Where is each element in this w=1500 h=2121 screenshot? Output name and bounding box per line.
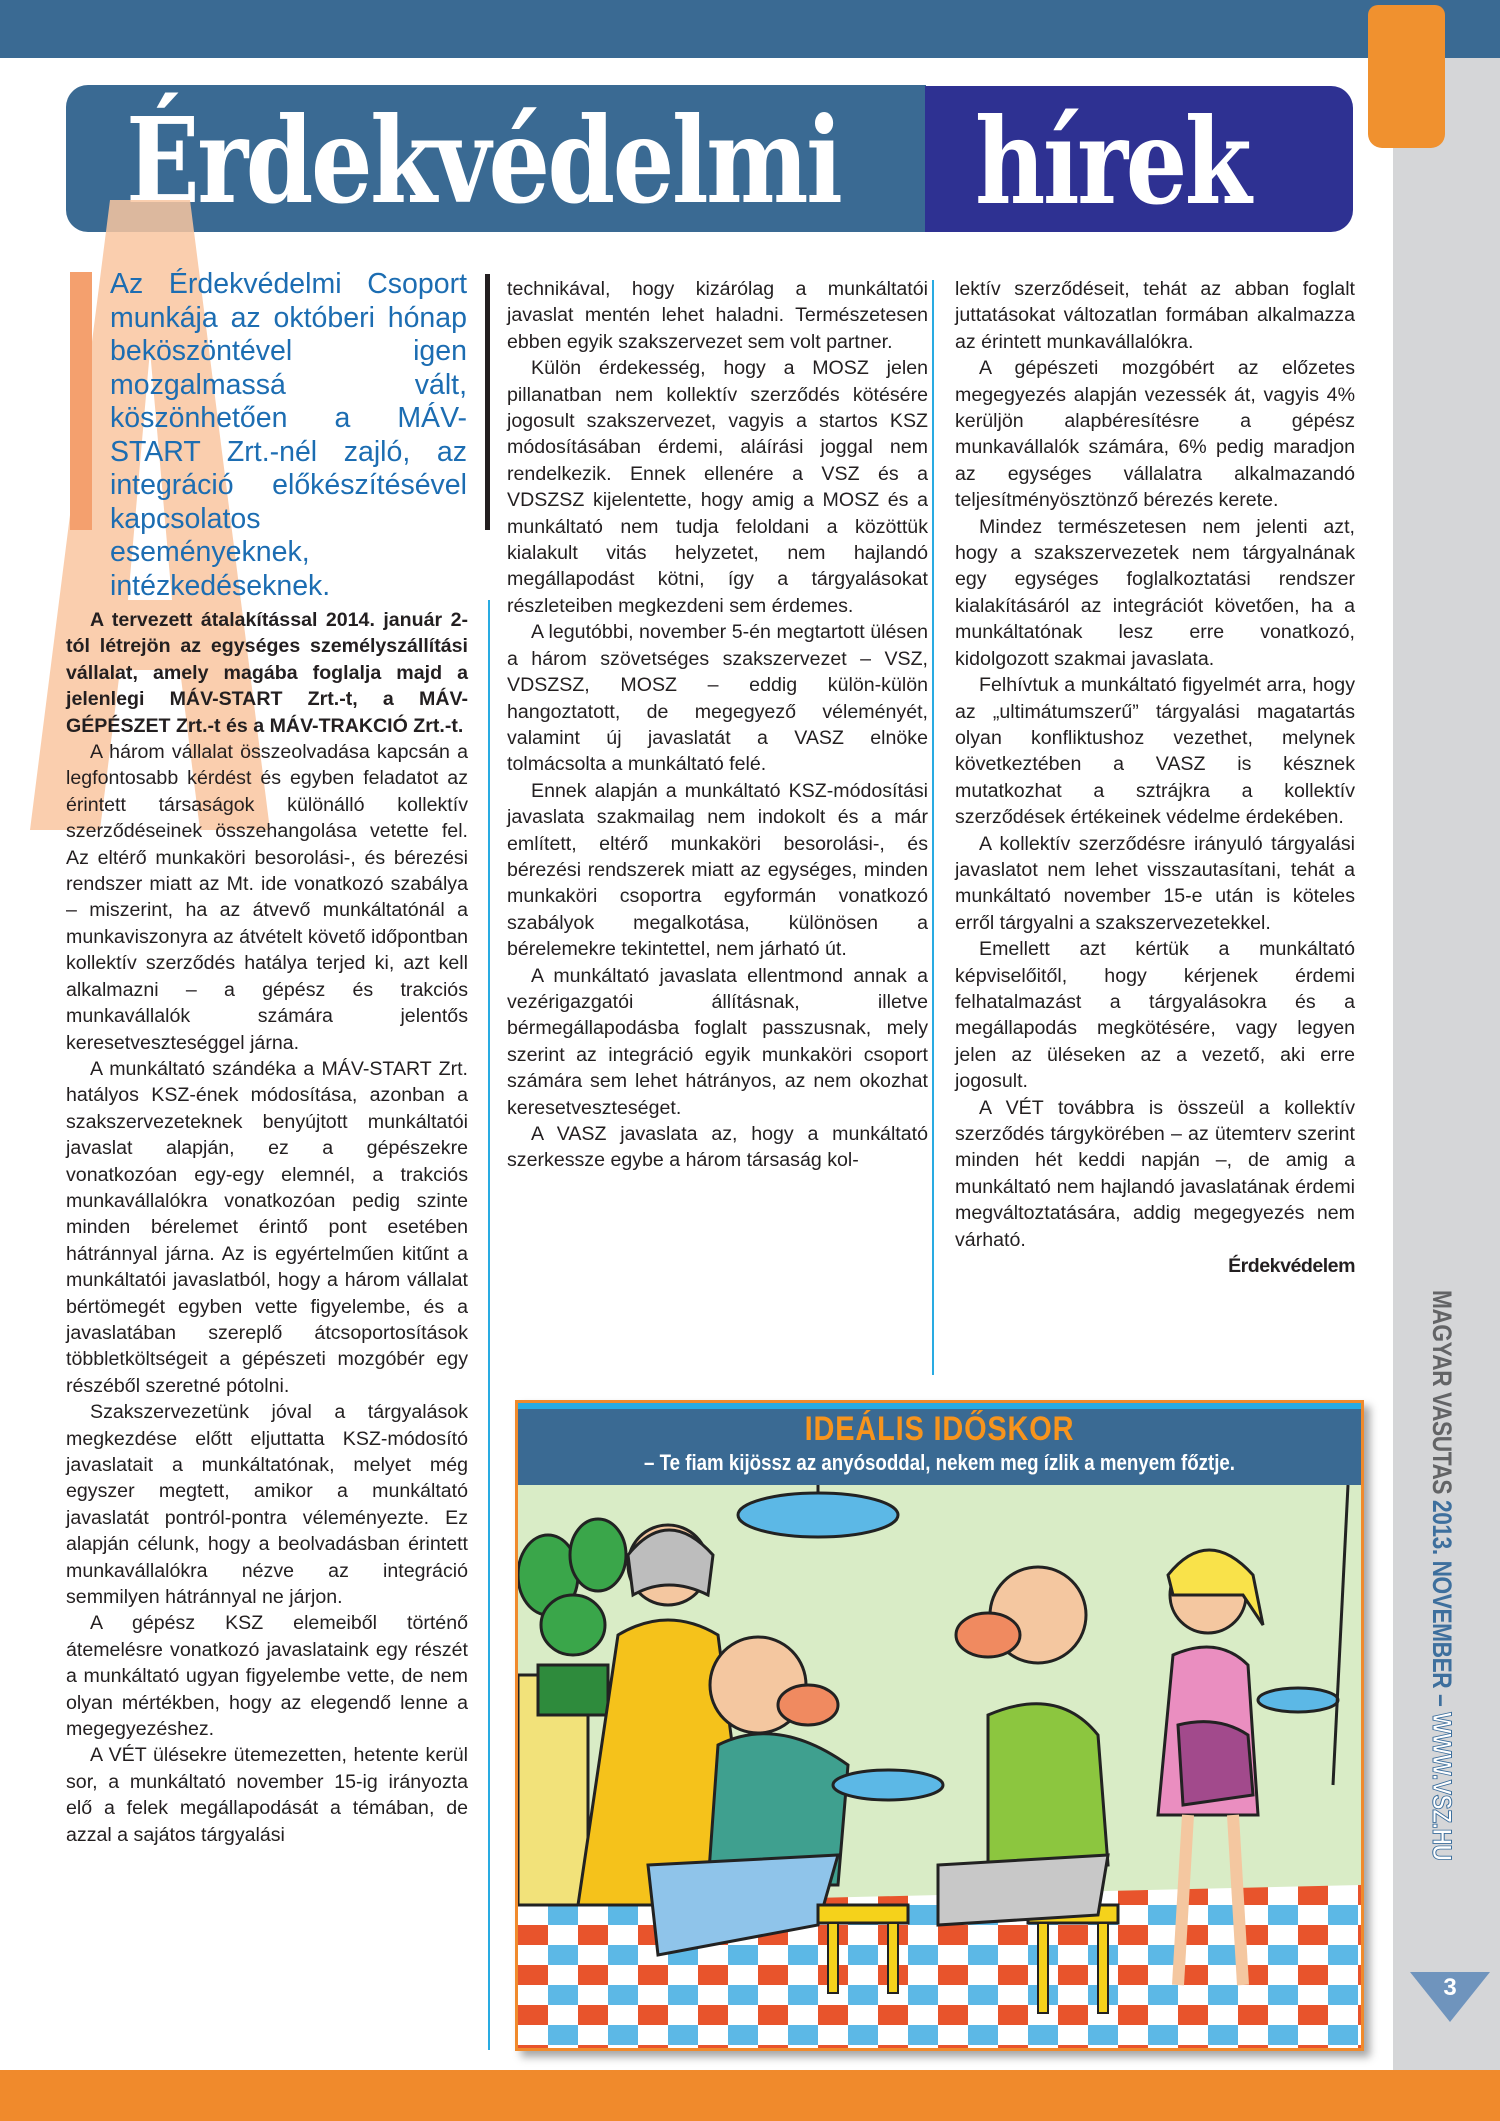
- publication-name: MAGYAR VASUTAS: [1427, 1290, 1457, 1495]
- paragraph: A VASZ javaslata az, hogy a munkáltató szerkessze egybe a három társaság kol-: [507, 1123, 928, 1172]
- article-column-3: [955, 276, 1355, 1279]
- paragraph: Felhívtuk a munkáltató figyelmét arra, hogy az „ultimátumszerű” tárgyalási magatartás olyan konfliktushoz vezethet, melynek következtében a VASZ is késznek mutatkozhat a sztrájkra a kollektív szerződések értékeinek védelme érdekében.: [955, 674, 1355, 829]
- paragraph: Szakszervezetünk jóval a tárgyalások megkezdése előtt eljuttatta KSZ-módosító javaslatait a munkáltatónak, melyet még egyszer megtett, amikor a munkáltató javaslatát pontról-pontra véleményezte. Ez alapján célunk, hogy a beolvadásban érintett munkavállalókra nézve az integráció semmilyen hátránnyal ne járjon.: [66, 1401, 468, 1609]
- lead-accent-bar: [70, 272, 92, 530]
- page-title-part2: hírek: [975, 92, 1250, 231]
- paragraph: A három vállalat összeolvadása kapcsán a legfontosabb kérdést és egyben feladatot az érintett társaságok különálló kollektív szerződéseinek összehangolása vetette fel. Az eltérő munkaköri besorolási-, és bérezési rendszer miatt az Mt. ide vonatkozó szabálya – miszerint, ha az átvevő munkáltatónál a munkaviszonyra az átvételt követő időpontban kollektív szerződés hatálya terjed ki, azt kell alkalmazni – a gépész és trakciós munkavállalók számára jelentős keresetveszteséggel járna.: [66, 741, 468, 1054]
- page-title-part1: Érdekvédelmi: [126, 91, 841, 230]
- paragraph: A VÉT továbbra is összeül a kollektív szerződés tárgykörében – az ütemterv szerint minden hét keddi napján –, de amig a munkáltató nem hajlandó javaslatának érdemi megváltoztatására, addig megegyezés nem várható.: [955, 1096, 1355, 1251]
- bottom-bar: [0, 2070, 1500, 2121]
- cartoon-illustration: [518, 1485, 1361, 2048]
- publication-info: [1425, 1290, 1459, 1860]
- paragraph: Külön érdekesség, hogy a MOSZ jelen pillanatban nem kollektív szerződés kötésére jogosult szakszervezet, vagyis a startos KSZ módosításában érdemi, aláírási joggal nem rendelkezik. Ennek ellenére a VSZ és a VDSZSZ kijelentette, hogy amig a MOSZ és a munkáltató nem tudja feloldani a közöttük kialakult vitás helyzetet, nem hajlandó megállapodást kötni, így a tárgyalásokat részleteiben megkezdeni sem érdemes.: [507, 357, 928, 617]
- column-divider: [488, 600, 490, 2050]
- grandfather-figure: [833, 1567, 1108, 1925]
- paragraph: A kollektív szerződésre irányuló tárgyalási javaslatot nem lehet visszautasítani, tehát a munkáltató november 15-e után is köteles erről tárgyalni a szakszervezetekkel.: [955, 832, 1355, 934]
- title-box-secondary: [925, 86, 1353, 232]
- ceiling-lamp: [738, 1485, 898, 1537]
- door-edge: [1333, 1485, 1348, 1785]
- lead-divider: [485, 274, 490, 530]
- paragraph: technikával, hogy kizárólag a munkáltatói javaslat mentén lehet haladni. Természetesen ebben egyik szakszervezet sem volt partner.: [507, 278, 928, 353]
- paragraph: A munkáltató szándéka a MÁV-START Zrt. hatályos KSZ-ének módosítása, azonban a szakszervezeteknek benyújtott munkáltatói javaslat alapján, ez a gépészekre vonatkozóan egy-egy elemnél, a trakciós munkavállalókra vonatkozóan pedig szinte minden bérelemet érintő pont esetében hátránnyal járna. Az is egyértelműen kitűnt a munkáltatói javaslatból, hogy a három vállalat bértömegét egyben vette figyelembe, és a javaslatában szereplő átcsoportosítások többletköltségeit a gépészeti mozgóbér egy részéből szeretné pótolni.: [66, 1057, 468, 1397]
- cartoon-caption: – Te fiam kijössz az anyósoddal, nekem meg ízlik a menyem főztje.: [644, 1450, 1235, 1475]
- cartoon-box: [515, 1400, 1364, 2051]
- article-signature: Érdekvédelem: [1228, 1255, 1355, 1278]
- column-divider: [932, 280, 934, 1375]
- cartoon-title: IDEÁLIS IDŐSKOR: [804, 1410, 1075, 1448]
- article-column-2: [507, 276, 928, 1174]
- website-link[interactable]: WWW.VSZ.HU: [1427, 1712, 1457, 1861]
- lead-paragraph: Az Érdekvédelmi Csoport munkája az októberi hónap beköszöntével igen mozgalmassá vált, köszönhetően a MÁV-START Zrt.-nél zajló, az integráció előkészítésével kapcsolatos eseményeknek, intézkedéseknek.: [110, 268, 467, 602]
- issue-date: 2013. NOVEMBER –: [1427, 1500, 1457, 1707]
- paragraph: Ennek alapján a munkáltató KSZ-módosítási javaslata szakmailag nem indokolt és a már említett, eltérő munkaköri besorolási-, és bérezési rendszerek miatt az egységes, minden munkaköri csoportra egyformán vonatkozó szabályok megalkotása, különösen a bérelemekre tekintettel, nem járható út.: [507, 779, 928, 961]
- paragraph: Mindez természetesen nem jelenti azt, hogy a szakszervezetek nem tárgyalnának egy egységes foglalkoztatási rendszer kialakításáról az integrációt követően, ha a munkáltatónak lesz erre vonatkozó, kidolgozott szakmai javaslata.: [955, 515, 1355, 670]
- page-number: 3: [1443, 1974, 1457, 2001]
- paragraph: A gépészeti mozgóbért az előzetes megegyezés alapján vezessék át, vagyis 4% kerüljön alapbéresítésre a gépész munkavállalók számára, 6% pedig maradjon az egységes vállalatra alkalmazandó teljesítményösztönző bérezés kerete.: [955, 357, 1355, 512]
- top-bar: [0, 0, 1500, 58]
- article-column-1: [66, 607, 468, 1848]
- paragraph: A munkáltató javaslata ellentmond annak a vezérigazgatói állításnak, illetve bérmegállapodásba foglalt passzusnak, mely szerint az integráció egyik munkaköri csoport számára sem lehet hátrányos, az nem okozhat keresetveszteséget.: [507, 964, 928, 1119]
- paragraph: A legutóbbi, november 5-én megtartott ülésen a három szövetséges szakszervezet – VSZ, VDSZSZ, MOSZ – eddig külön-külön hangoztatott, de megegyező véleményét, valamint új javaslatát a VASZ elnöke tolmácsolta a munkáltató felé.: [507, 621, 928, 776]
- intro-paragraph: A tervezett átalakítással 2014. január 2-tól létrejön az egységes személyszállítási vállalat, amely magába foglalja majd a jelenlegi MÁV-START Zrt.-t, a MÁV-GÉPÉSZET Zrt.-t és a MÁV-TRAKCIÓ Zrt.-t.: [66, 609, 468, 737]
- cartoon-header: [518, 1409, 1361, 1485]
- paragraph: Emellett azt kértük a munkáltató képviselőitől, hogy kérjenek érdemi felhatalmazást a tárgyalásokra és a megállapodás megkötésére, vagy legyen jelen az üléseken az a vezető, aki erre jogosult.: [955, 938, 1355, 1093]
- orange-tab: [1368, 5, 1445, 148]
- paragraph: A VÉT ülésekre ütemezetten, hetente kerül sor, a munkáltató november 15-ig irányozta elő a felek megállapodását a témában, de azzal a sajátos tárgyalási: [66, 1744, 468, 1846]
- paragraph: lektív szerződéseit, tehát az abban foglalt juttatásokat változatlan formában alkalmazza az érintett munkavállalókra.: [955, 278, 1355, 353]
- paragraph: A gépész KSZ elemeiből történő átemelésre vonatkozó javaslataink egy részét a munkáltató ugyan figyelembe vette, de nem olyan mértékben, hogy az elegendő lenne a megegyezéshez.: [66, 1612, 468, 1741]
